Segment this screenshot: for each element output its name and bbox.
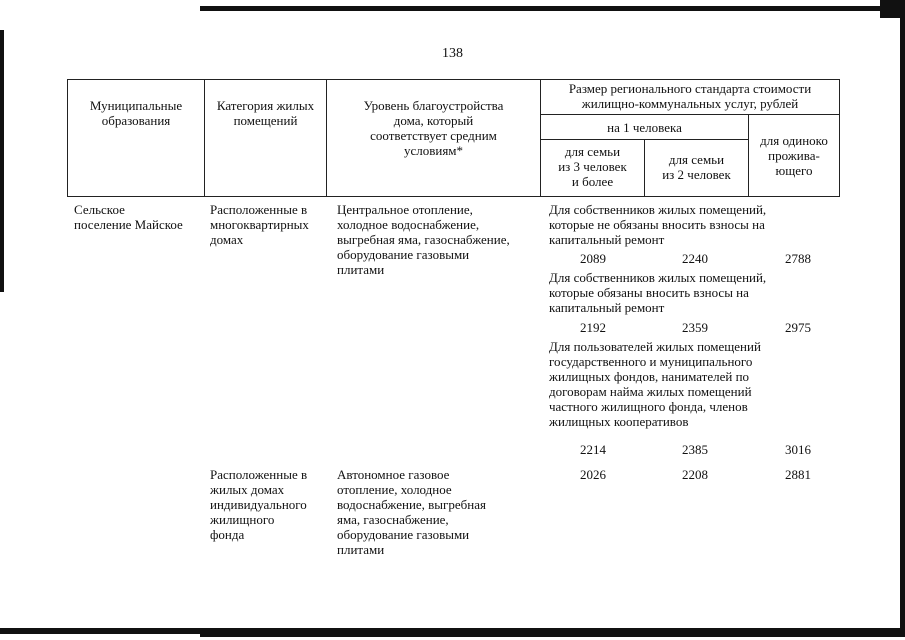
scan-edge-top (200, 6, 900, 11)
header-standard: Размер регионального стандарта стоимости жилищно-коммунальных услуг, рублей (541, 80, 840, 115)
g2-single: 2975 (785, 320, 811, 335)
page-number: 138 (442, 46, 463, 61)
header-family2: для семьи из 2 человек (645, 140, 749, 197)
g1-family3: 2089 (580, 251, 606, 266)
g1-family2: 2240 (682, 251, 708, 266)
g3-family2: 2385 (682, 442, 708, 457)
r2-family2: 2208 (682, 467, 708, 482)
r2-single: 2881 (785, 467, 811, 482)
cell-municipality: Сельское поселение Майское (74, 202, 183, 232)
g2-family2: 2359 (682, 320, 708, 335)
group-3-label: Для пользователей жилых помещений государственного и муниципального жилищных фондов, нанимателей по договорам найма жилых помещений частного жилищного фонда, членов жилищных кооперативов (549, 339, 761, 429)
header-single: для одиноко прожива- ющего (749, 115, 840, 197)
header-family3: для семьи из 3 человек и более (541, 140, 645, 197)
g1-single: 2788 (785, 251, 811, 266)
r2-family3: 2026 (580, 467, 606, 482)
group-2-label: Для собственников жилых помещений, которые обязаны вносить взносы на капитальный ремонт (549, 270, 767, 315)
header-category: Категория жилых помещений (205, 80, 327, 197)
header-per-person: на 1 человека (541, 115, 749, 140)
cell-category-2: Расположенные в жилых домах индивидуального жилищного фонда (210, 467, 308, 542)
header-municipality: Муниципальные образования (68, 80, 205, 197)
cell-level-1: Центральное отопление, холодное водоснабжение, выгребная яма, газоснабжение, оборудование газовыми плитами (337, 202, 510, 277)
g2-family3: 2192 (580, 320, 606, 335)
scan-edge-right (900, 12, 905, 630)
scan-edge-left (0, 30, 4, 292)
group-1-label: Для собственников жилых помещений, которые не обязаны вносить взносы на капитальный ремонт (549, 202, 767, 247)
g3-single: 3016 (785, 442, 811, 457)
g3-family3: 2214 (580, 442, 606, 457)
tariff-table-header (67, 79, 840, 197)
cell-level-2: Автономное газовое отопление, холодное водоснабжение, выгребная яма, газоснабжение, оборудование газовыми плитами (337, 467, 486, 557)
header-level: Уровень благоустройства дома, который соответствует средним условиям* (327, 80, 541, 197)
scan-edge-bottom-2 (200, 634, 905, 637)
cell-category-1: Расположенные в многоквартирных домах (210, 202, 309, 247)
